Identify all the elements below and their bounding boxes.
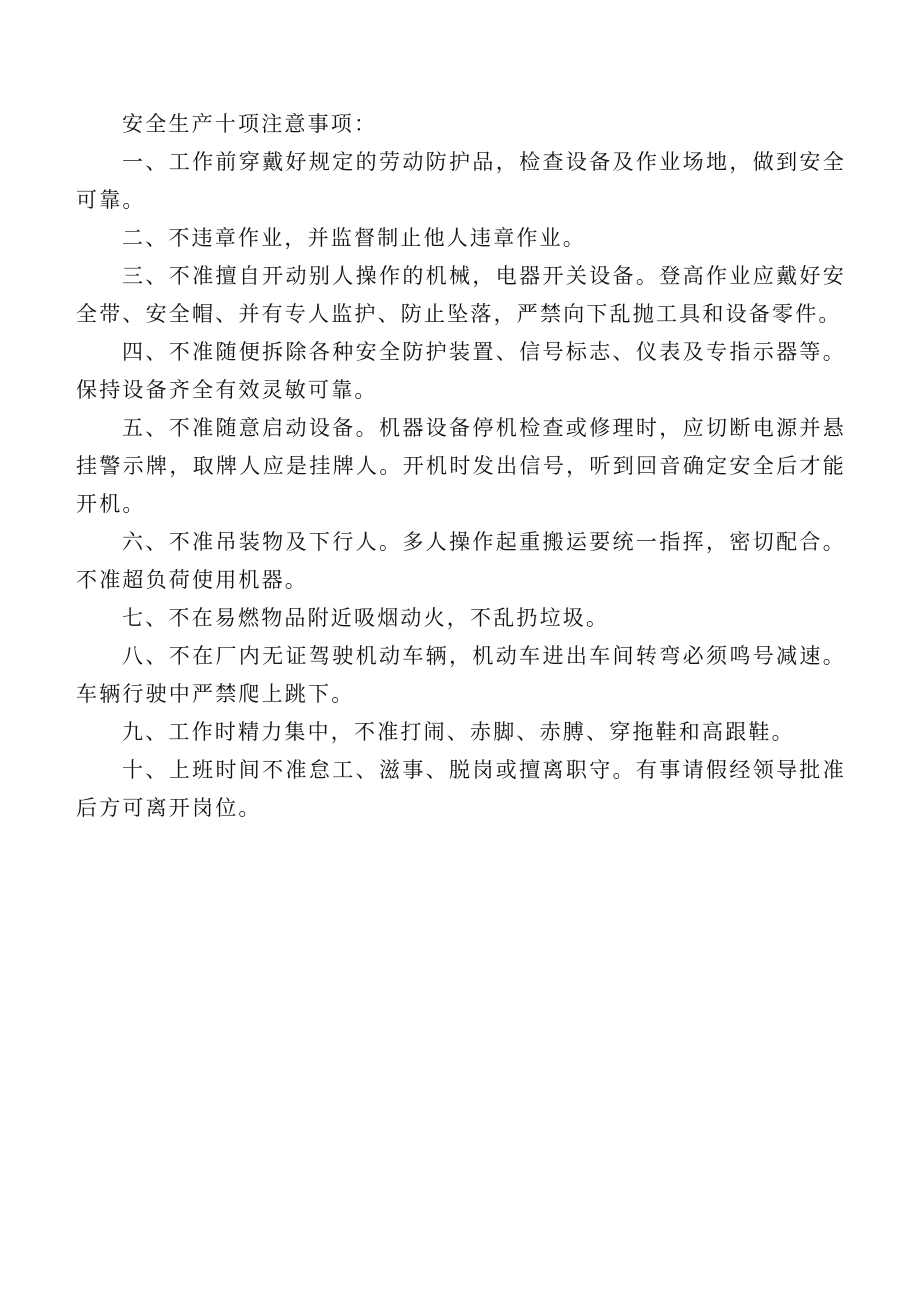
document-heading: 安全生产十项注意事项： bbox=[122, 112, 378, 136]
rule-item-4: 四、不准随便拆除各种安全防护装置、信号标志、仪表及专指示器等。保持设备齐全有效灵敏可靠。 bbox=[76, 340, 846, 402]
document-body bbox=[76, 105, 846, 827]
rule-item-5: 五、不准随意启动设备。机器设备停机检查或修理时，应切断电源并悬挂警示牌，取牌人应是挂牌人。开机时发出信号，听到回音确定安全后才能开机。 bbox=[76, 416, 846, 516]
rule-item-9: 九、工作时精力集中，不准打闹、赤脚、赤膊、穿拖鞋和高跟鞋。 bbox=[122, 720, 795, 744]
rule-item-1: 一、工作前穿戴好规定的劳动防护品，检查设备及作业场地，做到安全可靠。 bbox=[76, 150, 846, 212]
rule-item-8: 八、不在厂内无证驾驶机动车辆，机动车进出车间转弯必须鸣号减速。车辆行驶中严禁爬上跳下。 bbox=[76, 644, 846, 706]
rule-item-10: 十、上班时间不准怠工、滋事、脱岗或擅离职守。有事请假经领导批准后方可离开岗位。 bbox=[76, 758, 846, 820]
rule-item-3: 三、不准擅自开动别人操作的机械，电器开关设备。登高作业应戴好安全带、安全帽、并有专人监护、防止坠落，严禁向下乱抛工具和设备零件。 bbox=[76, 264, 846, 326]
rule-item-7: 七、不在易燃物品附近吸烟动火，不乱扔垃圾。 bbox=[122, 606, 610, 630]
rule-item-6: 六、不准吊装物及下行人。多人操作起重搬运要统一指挥，密切配合。不准超负荷使用机器。 bbox=[76, 530, 846, 592]
rule-item-2: 二、不违章作业，并监督制止他人违章作业。 bbox=[122, 226, 586, 250]
